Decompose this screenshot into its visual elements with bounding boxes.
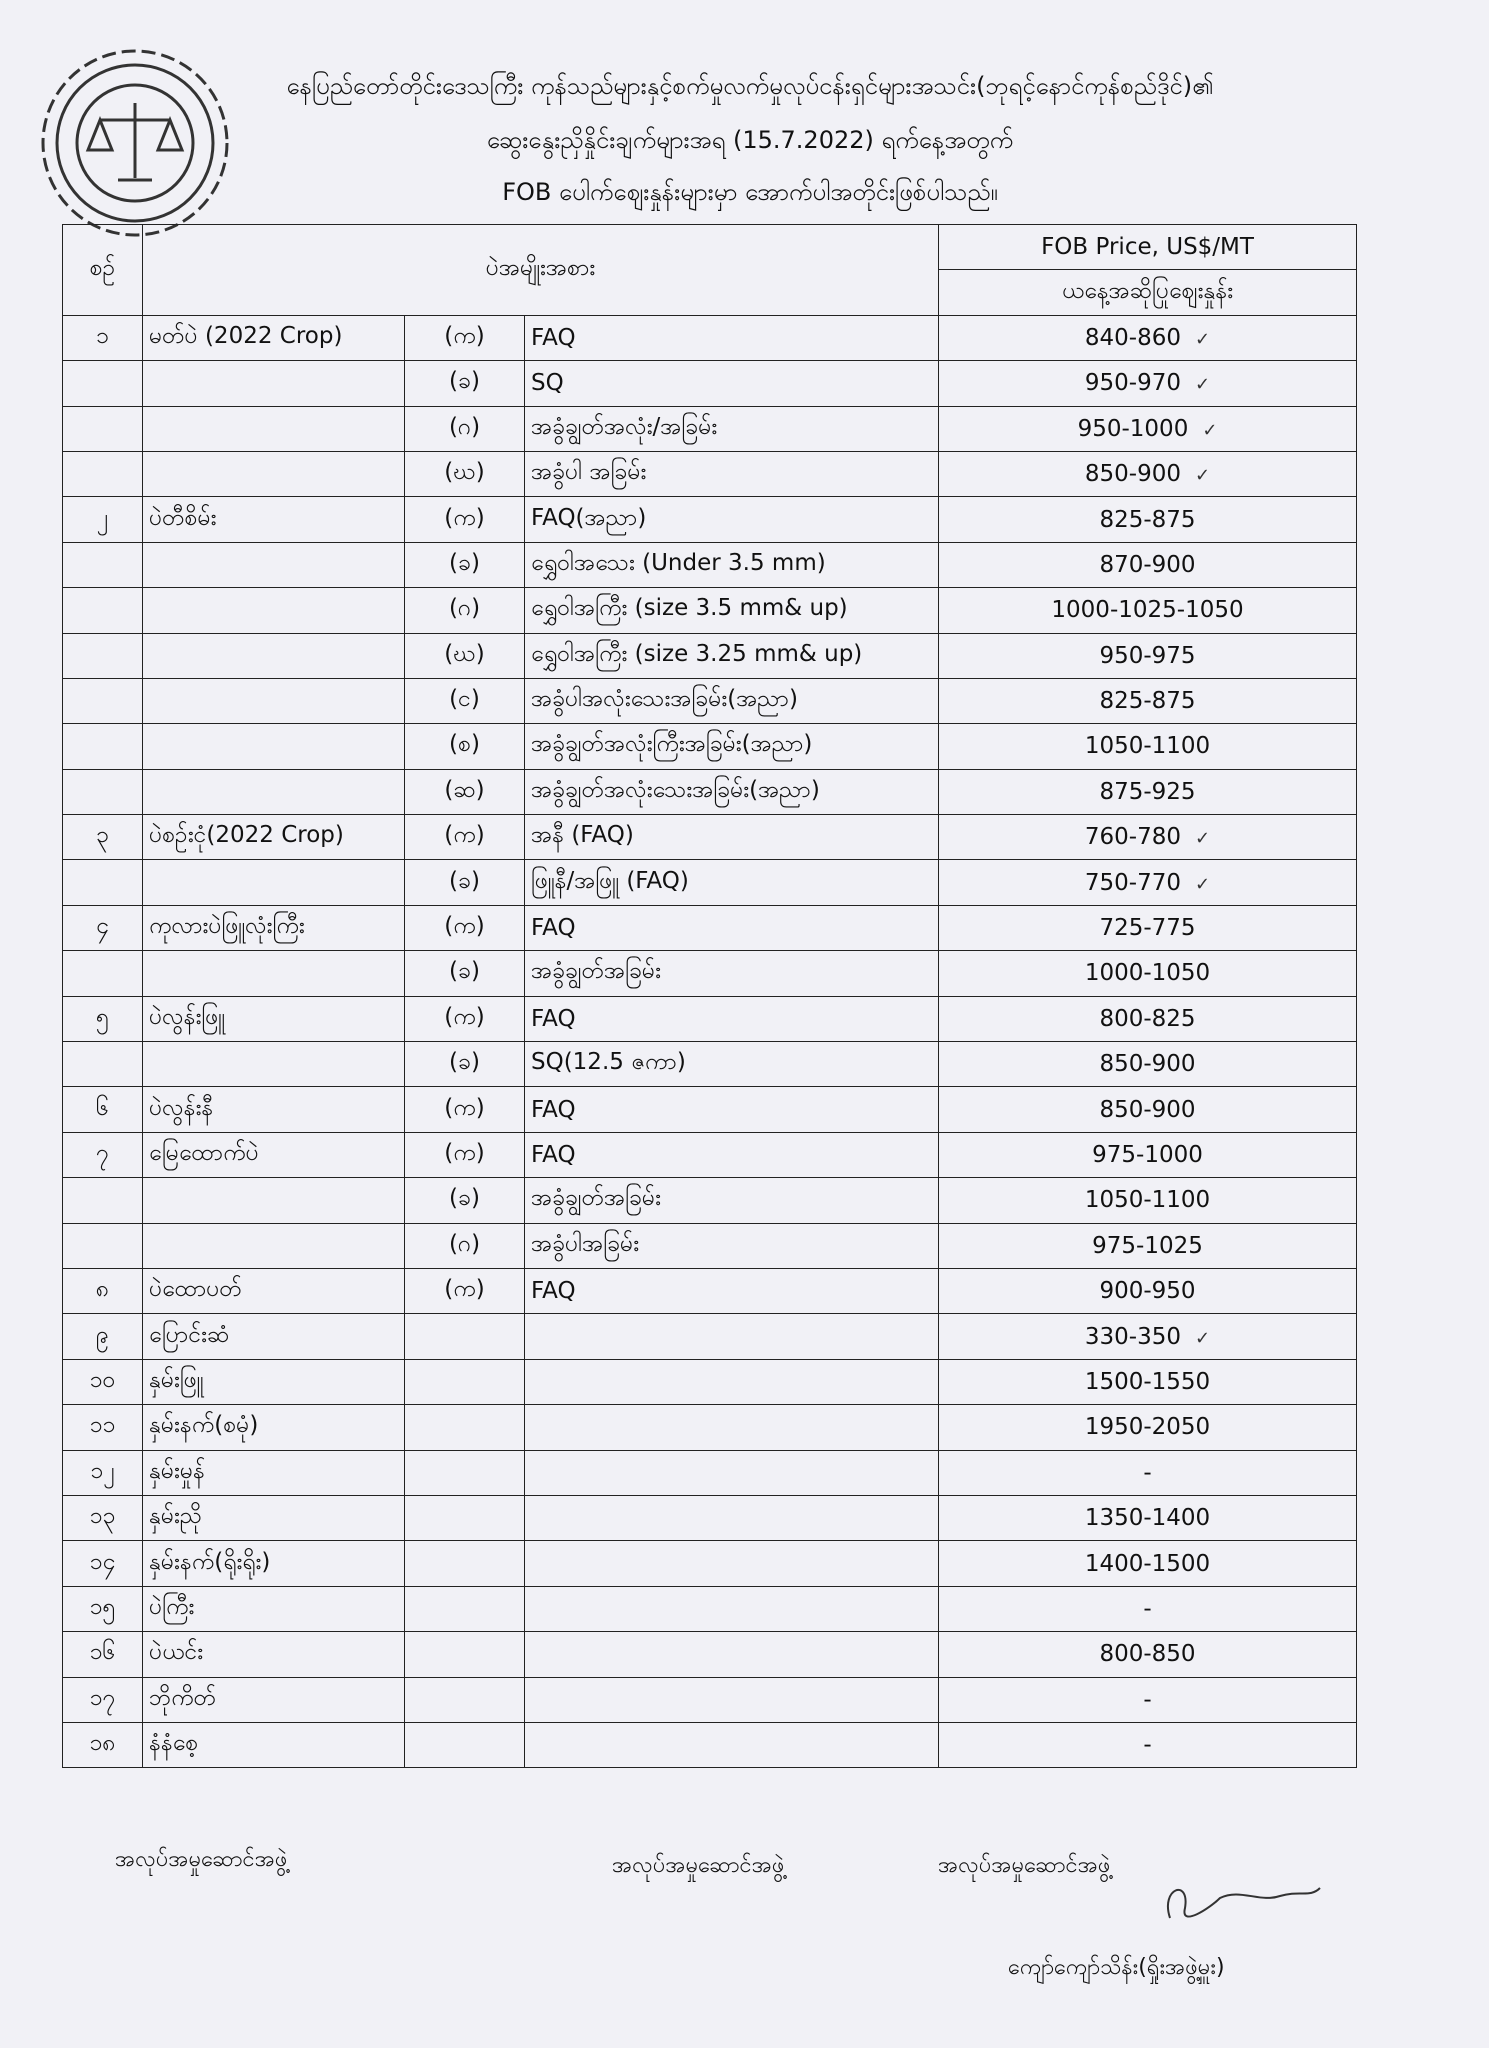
- row-number: [63, 406, 143, 451]
- check-mark-icon: ✓: [1195, 465, 1211, 487]
- row-description: အခွံပါ အခြမ်း: [525, 451, 939, 496]
- table-row: [63, 1495, 1357, 1540]
- row-price-cell: [939, 1178, 1357, 1223]
- row-sub-index: (ခ): [405, 1042, 525, 1087]
- row-sub-index: (က): [405, 497, 525, 542]
- row-price: 975-1000: [1092, 1142, 1203, 1168]
- handwritten-signature-icon: [1150, 1868, 1330, 1938]
- row-item-name: [143, 451, 405, 496]
- row-number: [63, 542, 143, 587]
- row-description: [525, 1632, 939, 1677]
- signer-name: ကျော်ကျော်သိန်း(ရှိုးအဖွဲ့မှူး): [1008, 1955, 1225, 1980]
- header-proposed-price: ယနေ့အဆိုပြုဈေးနှုန်း: [939, 270, 1357, 315]
- row-price: 1000-1050: [1084, 960, 1211, 987]
- row-number: ၁၄: [63, 1541, 143, 1586]
- row-price-cell: [939, 1677, 1357, 1722]
- row-number: [63, 633, 143, 678]
- row-number: ၇: [63, 1132, 143, 1177]
- row-price: 800-850: [1099, 1641, 1196, 1668]
- table-row: [63, 1268, 1357, 1313]
- table-row: [63, 1314, 1357, 1359]
- row-price-cell: [939, 1314, 1357, 1359]
- row-item-name: ပဲထောပတ်: [143, 1268, 405, 1313]
- row-number: ၁၈: [63, 1722, 143, 1767]
- table-row: [63, 361, 1357, 406]
- row-item-name: ပဲစဉ်းငုံ(2022 Crop): [143, 815, 405, 860]
- row-description: အခွံချွတ်အလုံးကြီးအခြမ်း(အညာ): [525, 724, 939, 769]
- row-sub-index: (ဂ): [405, 588, 525, 633]
- table-row: [63, 1132, 1357, 1177]
- row-sub-index: [405, 1405, 525, 1450]
- row-price-cell: [939, 542, 1357, 587]
- row-number: [63, 1042, 143, 1087]
- row-price-cell: [939, 905, 1357, 950]
- row-price: 1400-1500: [1084, 1550, 1211, 1577]
- row-sub-index: [405, 1314, 525, 1359]
- row-description: [525, 1450, 939, 1495]
- row-price: 950-1000: [1077, 415, 1189, 442]
- table-row: [63, 1632, 1357, 1677]
- row-price: 330-350: [1084, 1323, 1182, 1350]
- table-row: [63, 1359, 1357, 1404]
- row-number: ၉: [63, 1314, 143, 1359]
- table-row: [63, 1541, 1357, 1586]
- row-price-cell: [939, 315, 1357, 360]
- table-row: [63, 678, 1357, 723]
- row-item-name: မြေထောက်ပဲ: [143, 1132, 405, 1177]
- row-description: FAQ: [525, 905, 939, 950]
- table-row: [63, 633, 1357, 678]
- row-item-name: [143, 1178, 405, 1223]
- row-item-name: ပဲလွန်းနီ: [143, 1087, 405, 1132]
- row-price: 950-975: [1099, 642, 1196, 669]
- row-price: 750-770: [1084, 869, 1182, 896]
- row-price-cell: [939, 1586, 1357, 1631]
- row-price-cell: [939, 633, 1357, 678]
- row-price: 725-775: [1099, 915, 1196, 942]
- document-subtitle-date: ဆွေးနွေးညှိနှိုင်းချက်များအရ (15.7.2022) ရက်နေ့အတွက်: [486, 126, 1014, 154]
- table-row: [63, 860, 1357, 905]
- row-number: ၄: [63, 905, 143, 950]
- row-number: [63, 588, 143, 633]
- row-sub-index: (ခ): [405, 860, 525, 905]
- row-item-name: [143, 542, 405, 587]
- row-sub-index: (က): [405, 1268, 525, 1313]
- row-item-name: [143, 361, 405, 406]
- row-price-cell: [939, 588, 1357, 633]
- row-description: [525, 1314, 939, 1359]
- table-row: [63, 815, 1357, 860]
- row-number: ၆: [63, 1087, 143, 1132]
- row-description: ရွှေဝါအကြီး (size 3.25 mm& up): [525, 633, 939, 678]
- row-price-cell: [939, 406, 1357, 451]
- row-price-cell: [939, 1495, 1357, 1540]
- table-row: [63, 724, 1357, 769]
- row-item-name: ပဲလွန်းဖြူ: [143, 996, 405, 1041]
- row-price: 840-860: [1084, 324, 1182, 351]
- row-price-cell: [939, 1632, 1357, 1677]
- row-item-name: မတ်ပဲ (2022 Crop): [143, 315, 405, 360]
- row-number: [63, 951, 143, 996]
- row-price-cell: [939, 1722, 1357, 1767]
- row-price-cell: [939, 1405, 1357, 1450]
- row-item-name: ပြောင်းဆံ: [143, 1314, 405, 1359]
- signature-label-1: အလုပ်အမှုဆောင်အဖွဲ့: [115, 1847, 288, 1872]
- row-description: အခွံပါအလုံးသေးအခြမ်း(အညာ): [525, 678, 939, 723]
- row-price: 850-900: [1099, 1051, 1196, 1078]
- row-description: [525, 1586, 939, 1631]
- check-mark-icon: ✓: [1195, 374, 1211, 396]
- row-sub-index: (ခ): [405, 1178, 525, 1223]
- row-sub-index: (က): [405, 815, 525, 860]
- check-mark-icon: ✓: [1195, 328, 1211, 350]
- row-item-name: နှမ်းနက်(စမုံ): [143, 1405, 405, 1450]
- row-item-name: နှမ်းနက်(ရိုးရိုး): [143, 1541, 405, 1586]
- row-price: 975-1025: [1092, 1232, 1203, 1259]
- row-number: ၁၁: [63, 1405, 143, 1450]
- row-price: 1950-2050: [1084, 1414, 1211, 1441]
- row-item-name: [143, 860, 405, 905]
- row-item-name: ဘိုကိတ်: [143, 1677, 405, 1722]
- row-price: -: [1143, 1732, 1152, 1759]
- check-mark-icon: ✓: [1202, 419, 1218, 441]
- row-description: [525, 1677, 939, 1722]
- row-sub-index: (ဃ): [405, 633, 525, 678]
- row-price: -: [1143, 1459, 1152, 1486]
- table-row: [63, 1586, 1357, 1631]
- row-price: 850-900: [1084, 461, 1182, 488]
- row-number: ၈: [63, 1268, 143, 1313]
- document-subtitle-fob: FOB ပေါက်ဈေးနှုန်းများမှာ အောက်ပါအတိုင်းဖြစ်ပါသည်။: [502, 178, 998, 206]
- row-item-name: [143, 951, 405, 996]
- row-price-cell: [939, 678, 1357, 723]
- signature-label-2: အလုပ်အမှုဆောင်အဖွဲ့: [612, 1853, 785, 1878]
- price-table-body: [63, 315, 1357, 1768]
- row-description: [525, 1541, 939, 1586]
- row-sub-index: (ခ): [405, 361, 525, 406]
- table-row: [63, 1450, 1357, 1495]
- row-sub-index: (က): [405, 905, 525, 950]
- row-sub-index: (ဃ): [405, 451, 525, 496]
- row-description: SQ(12.5 ဇကာ): [525, 1042, 939, 1087]
- row-description: [525, 1495, 939, 1540]
- row-sub-index: (ဆ): [405, 769, 525, 814]
- row-description: ရွှေဝါအကြီး (size 3.5 mm& up): [525, 588, 939, 633]
- row-description: ဖြူနီ/အဖြူ (FAQ): [525, 860, 939, 905]
- row-price-cell: [939, 1268, 1357, 1313]
- check-mark-icon: ✓: [1195, 828, 1211, 850]
- row-price-cell: [939, 1223, 1357, 1268]
- row-number: ၁၇: [63, 1677, 143, 1722]
- row-price-cell: [939, 951, 1357, 996]
- row-price: 950-970: [1084, 370, 1182, 397]
- row-item-name: [143, 769, 405, 814]
- row-number: ၁၃: [63, 1495, 143, 1540]
- row-number: [63, 769, 143, 814]
- row-price: 760-780: [1084, 824, 1182, 851]
- signature-label-3: အလုပ်အမှုဆောင်အဖွဲ့: [938, 1853, 1111, 1878]
- table-row: [63, 1042, 1357, 1087]
- row-item-name: [143, 633, 405, 678]
- row-description: အခွံချွတ်အလုံး/အခြမ်း: [525, 406, 939, 451]
- document-title: နေပြည်တော်တိုင်းဒေသကြီး ကုန်သည်များနှင့်စက်မှုလက်မှုလုပ်ငန်းရှင်များအသင်း(ဘုရင့်နောင်ကုန်စည်ဒိုင်)၏: [286, 72, 1214, 100]
- row-number: ၁၆: [63, 1632, 143, 1677]
- row-item-name: [143, 678, 405, 723]
- table-row: [63, 451, 1357, 496]
- row-number: [63, 1223, 143, 1268]
- row-item-name: ပဲတီစိမ်း: [143, 497, 405, 542]
- row-sub-index: [405, 1495, 525, 1540]
- row-description: FAQ(အညာ): [525, 497, 939, 542]
- row-price: 1500-1550: [1084, 1368, 1211, 1395]
- row-price: 800-825: [1099, 1005, 1196, 1032]
- table-row: [63, 951, 1357, 996]
- row-price: 870-900: [1099, 551, 1196, 578]
- row-sub-index: (ဂ): [405, 406, 525, 451]
- header-no: စဉ်: [63, 225, 143, 316]
- row-number: ၂: [63, 497, 143, 542]
- row-item-name: နှမ်းညို: [143, 1495, 405, 1540]
- row-description: [525, 1405, 939, 1450]
- header-item-type: ပဲအမျိုးအစား: [143, 225, 939, 316]
- row-price-cell: [939, 451, 1357, 496]
- row-description: [525, 1359, 939, 1404]
- row-sub-index: (ခ): [405, 542, 525, 587]
- table-row: [63, 1223, 1357, 1268]
- row-price-cell: [939, 1042, 1357, 1087]
- row-sub-index: (က): [405, 996, 525, 1041]
- row-description: FAQ: [525, 1087, 939, 1132]
- row-description: FAQ: [525, 1132, 939, 1177]
- table-row: [63, 315, 1357, 360]
- row-price: 825-875: [1099, 688, 1196, 715]
- row-item-name: နှမ်းဖြူ: [143, 1359, 405, 1404]
- row-description: အခွံချွတ်အခြမ်း: [525, 1178, 939, 1223]
- row-description: FAQ: [525, 1268, 939, 1313]
- row-sub-index: [405, 1632, 525, 1677]
- row-price-cell: [939, 769, 1357, 814]
- row-number: [63, 678, 143, 723]
- table-row: [63, 905, 1357, 950]
- table-row: [63, 1677, 1357, 1722]
- table-row: [63, 996, 1357, 1041]
- row-number: [63, 724, 143, 769]
- row-description: အခွံချွတ်အလုံးသေးအခြမ်း(အညာ): [525, 769, 939, 814]
- row-price-cell: [939, 497, 1357, 542]
- table-row: [63, 769, 1357, 814]
- check-mark-icon: ✓: [1195, 1327, 1211, 1349]
- row-item-name: ကုလားပဲဖြူလုံးကြီး: [143, 905, 405, 950]
- row-description: အနီ (FAQ): [525, 815, 939, 860]
- row-price-cell: [939, 1359, 1357, 1404]
- table-row: [63, 1178, 1357, 1223]
- row-item-name: [143, 724, 405, 769]
- header-fob-price: FOB Price, US$/MT: [939, 225, 1357, 270]
- row-number: [63, 1178, 143, 1223]
- row-price: 1050-1100: [1084, 733, 1211, 760]
- table-row: [63, 406, 1357, 451]
- row-number: [63, 860, 143, 905]
- row-item-name: [143, 588, 405, 633]
- price-table: [62, 224, 1357, 1768]
- row-sub-index: (က): [405, 315, 525, 360]
- row-price-cell: [939, 1541, 1357, 1586]
- row-price: 1000-1025-1050: [1051, 597, 1244, 624]
- row-sub-index: (စ): [405, 724, 525, 769]
- table-row: [63, 1087, 1357, 1132]
- row-sub-index: (က): [405, 1132, 525, 1177]
- row-sub-index: [405, 1450, 525, 1495]
- row-sub-index: [405, 1722, 525, 1767]
- row-description: အခွံပါအခြမ်း: [525, 1223, 939, 1268]
- row-description: SQ: [525, 361, 939, 406]
- row-sub-index: [405, 1677, 525, 1722]
- row-sub-index: [405, 1541, 525, 1586]
- row-price-cell: [939, 996, 1357, 1041]
- row-number: ၃: [63, 815, 143, 860]
- row-number: ၁၂: [63, 1450, 143, 1495]
- row-price: 1050-1100: [1084, 1187, 1211, 1214]
- row-sub-index: [405, 1586, 525, 1631]
- row-number: [63, 361, 143, 406]
- row-item-name: ပဲကြီး: [143, 1586, 405, 1631]
- row-sub-index: (င): [405, 678, 525, 723]
- row-price: -: [1143, 1595, 1152, 1622]
- row-item-name: ပဲယင်း: [143, 1632, 405, 1677]
- row-price: 1350-1400: [1084, 1505, 1211, 1532]
- row-number: ၁၀: [63, 1359, 143, 1404]
- row-sub-index: [405, 1359, 525, 1404]
- table-row: [63, 588, 1357, 633]
- row-price-cell: [939, 361, 1357, 406]
- row-item-name: [143, 1042, 405, 1087]
- row-price-cell: [939, 1450, 1357, 1495]
- row-price: 825-875: [1099, 506, 1196, 533]
- row-number: [63, 451, 143, 496]
- row-number: ၁၅: [63, 1586, 143, 1631]
- row-price-cell: [939, 1132, 1357, 1177]
- table-row: [63, 1722, 1357, 1767]
- row-price-cell: [939, 724, 1357, 769]
- row-price-cell: [939, 860, 1357, 905]
- row-price: 875-925: [1099, 778, 1196, 805]
- row-price: -: [1143, 1686, 1152, 1713]
- row-sub-index: (က): [405, 1087, 525, 1132]
- row-description: [525, 1722, 939, 1767]
- row-item-name: [143, 406, 405, 451]
- row-price-cell: [939, 1087, 1357, 1132]
- check-mark-icon: ✓: [1195, 873, 1211, 895]
- row-sub-index: (ဂ): [405, 1223, 525, 1268]
- row-number: ၁: [63, 315, 143, 360]
- row-price-cell: [939, 815, 1357, 860]
- row-description: FAQ: [525, 996, 939, 1041]
- table-row: [63, 1405, 1357, 1450]
- row-price: 850-900: [1099, 1096, 1196, 1123]
- row-description: FAQ: [525, 315, 939, 360]
- row-sub-index: (ခ): [405, 951, 525, 996]
- row-item-name: နံနံစေ့: [143, 1722, 405, 1767]
- row-item-name: [143, 1223, 405, 1268]
- table-row: [63, 542, 1357, 587]
- table-row: [63, 497, 1357, 542]
- row-number: ၅: [63, 996, 143, 1041]
- row-price: 900-950: [1099, 1278, 1196, 1305]
- row-description: ရွှေဝါအသေး (Under 3.5 mm): [525, 542, 939, 587]
- row-description: အခွံချွတ်အခြမ်း: [525, 951, 939, 996]
- row-item-name: နှမ်းမှုန်: [143, 1450, 405, 1495]
